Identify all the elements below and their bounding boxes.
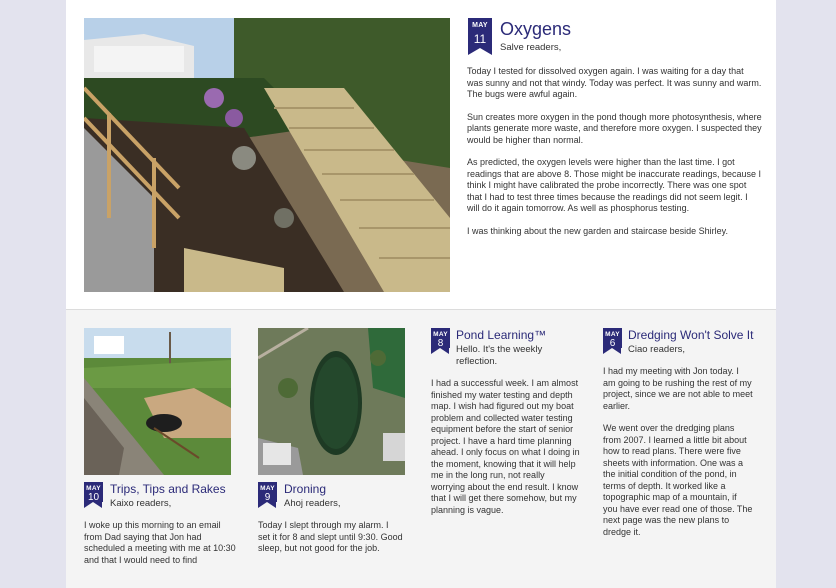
date-day: 8: [437, 338, 444, 349]
post-title[interactable]: Droning: [284, 482, 327, 496]
post-greeting: Ciao readers,: [628, 344, 686, 355]
post-grid: [66, 310, 776, 588]
post-date-badge: [603, 328, 622, 348]
date-day: 9: [264, 492, 271, 503]
date-day: 10: [87, 492, 100, 503]
paragraph: Sun creates more oxygen in the pond though more photosynthesis, where plants generate more waste, and therefore more oxygen. I suspected they would be higher than normal.: [467, 111, 762, 145]
date-day: 11: [473, 32, 487, 46]
post-excerpt: [603, 366, 753, 549]
paragraph: I was thinking about the new garden and staircase beside Shirley.: [467, 225, 728, 236]
date-month: MAY: [472, 22, 488, 29]
post-greeting: Ahoj readers,: [284, 498, 341, 509]
date-month: MAY: [260, 485, 275, 492]
post-title[interactable]: Trips, Tips and Rakes: [110, 482, 226, 496]
featured-post: [66, 0, 776, 309]
post-image[interactable]: [84, 328, 231, 475]
date-month: MAY: [605, 331, 620, 338]
post-greeting: Kaixo readers,: [110, 498, 172, 509]
post-greeting: Hello. It's the weekly reflection.: [456, 344, 543, 367]
post-date-badge: [431, 328, 450, 348]
date-month: MAY: [86, 485, 101, 492]
featured-post-image[interactable]: [84, 18, 450, 292]
featured-post-title[interactable]: Oxygens: [500, 19, 572, 39]
post-title[interactable]: Dredging Won't Solve It: [628, 328, 754, 342]
post-date-badge: [258, 482, 277, 502]
post-date-badge: [84, 482, 103, 502]
date-day: 6: [609, 338, 616, 349]
paragraph: Today I tested for dissolved oxygen again. I was waiting for a day that was sunny and not that windy. Today was perfect. It was sunny and warm. The bugs were awful again.: [467, 66, 762, 99]
featured-post-body: [467, 66, 762, 248]
featured-greeting: Salve readers,: [500, 42, 562, 53]
post-excerpt: I had a successful week. I am almost finished my water testing and depth map. I wish had figured out my boat problem and collected water testing equipment before the start of senior project. I have a hard time planning ahead. I only focus on what I doing in the moment, knowing that it will help me in the long run, not really worrying about the end result. I know that I will get there somehow, but my planning is vague.: [431, 378, 580, 515]
featured-date-badge: [468, 18, 492, 48]
paragraph: I had my meeting with Jon today. I am going to be rushing the rest of my project, since we are not able to meet earlier.: [603, 366, 753, 411]
post-excerpt: I woke up this morning to an email from Dad saying that Jon had scheduled a meeting with me at 10:30 and that I would need to find: [84, 520, 236, 565]
post-image[interactable]: [258, 328, 405, 475]
post-excerpt: Today I slept through my alarm. I set it for 8 and slept until 9:30. Good sleep, but not good for the job.: [258, 520, 403, 553]
paragraph: We went over the dredging plans from 2007. I learned a little bit about how to read plans. There were five sheets with information. One was a the initial condition of the pond, in terms of depth. It worked like a topographic map of a mountain, if you have ever read one of those. The next page was the new plans to dredge it.: [603, 423, 753, 537]
post-title[interactable]: Pond Learning™: [456, 328, 547, 342]
blog-page: [66, 0, 776, 588]
date-month: MAY: [433, 331, 448, 338]
paragraph: As predicted, the oxygen levels were higher than the last time. I got readings that are above 8. Those might be inaccurate readings, because I think I might have calibrated the probe incorrectly. There was one spot that I had to test three times because the readings did not seem legit. I will do it again tomorrow. As well as phosphorus testing.: [467, 157, 762, 213]
